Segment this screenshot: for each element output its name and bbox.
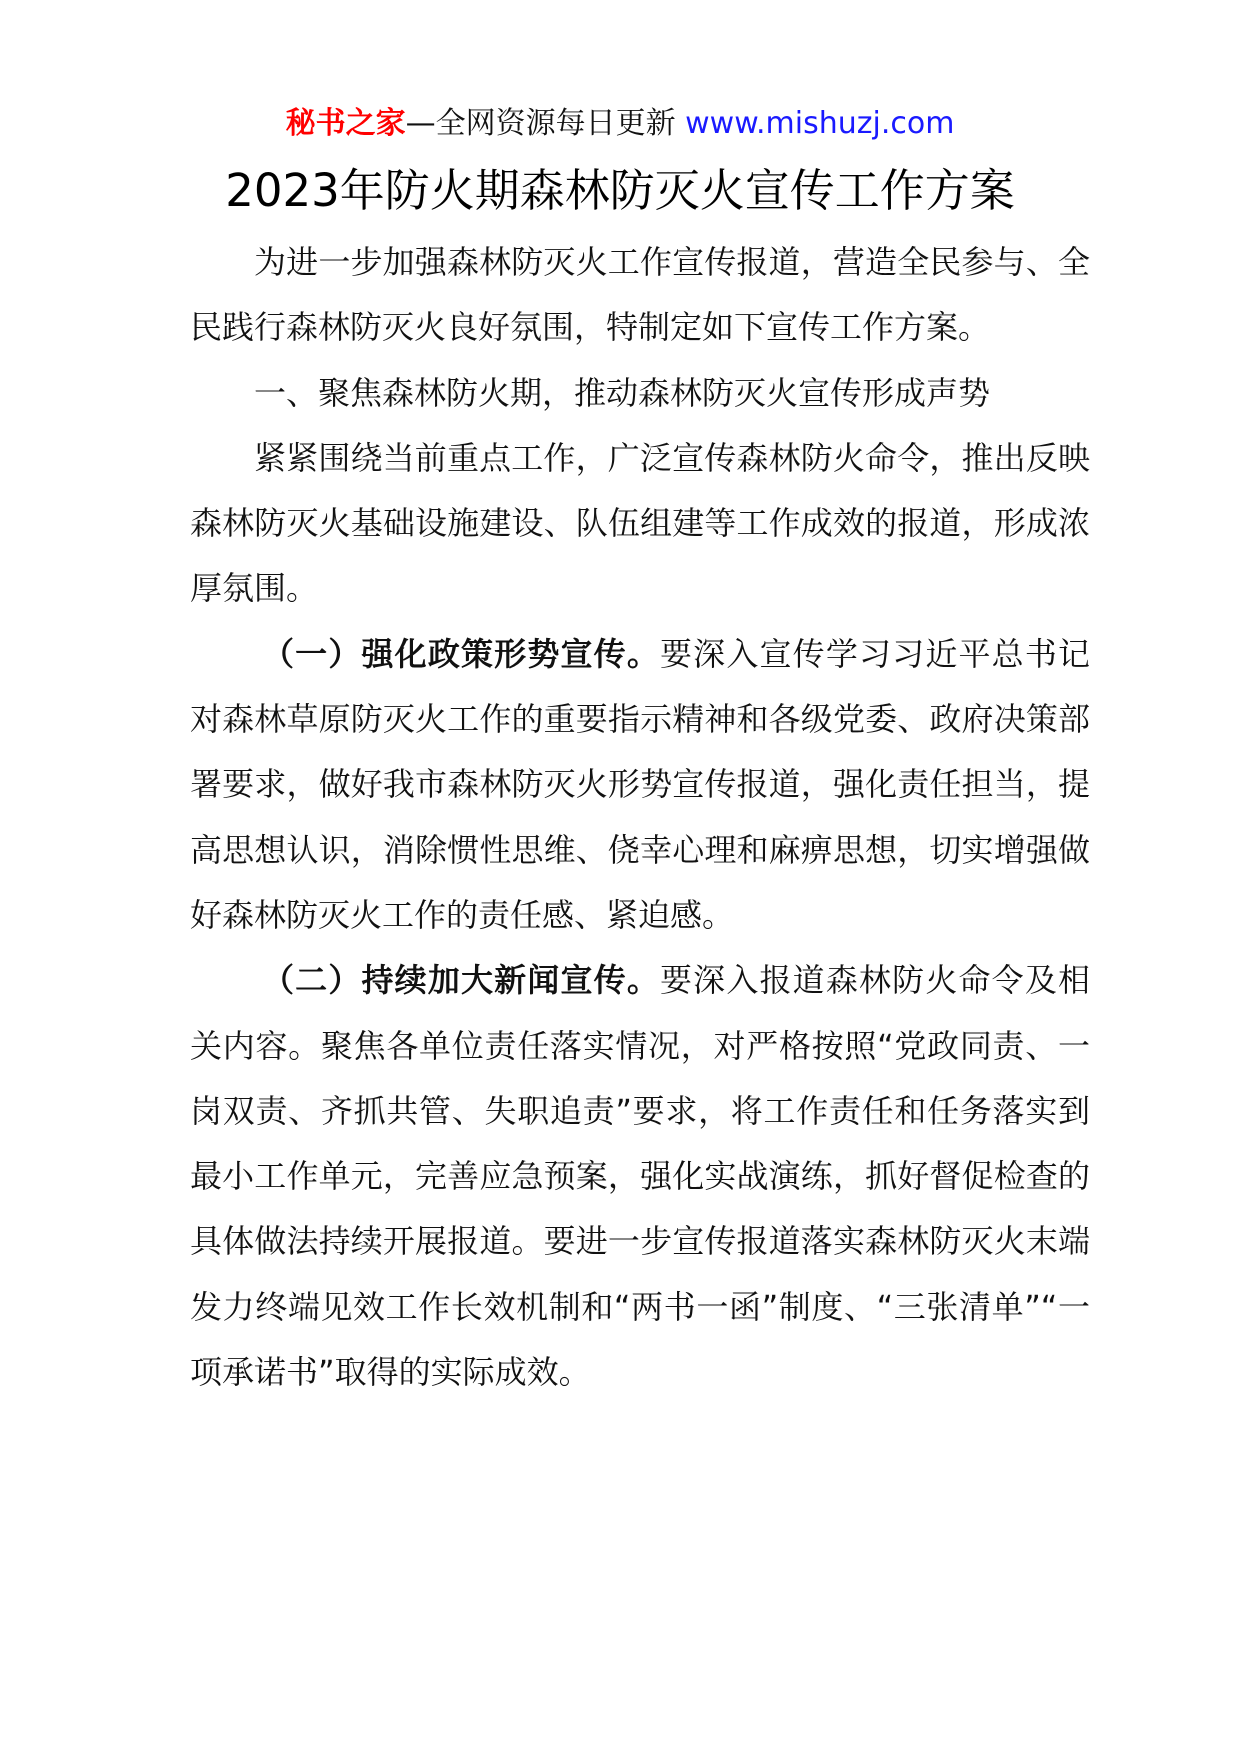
site-brand: 秘书之家: [285, 106, 406, 141]
document-title: 2023年防火期森林防灭火宣传工作方案: [225, 164, 1015, 217]
section-1-heading: 一、聚焦森林防火期，推动森林防灭火宣传形成声势: [254, 373, 991, 412]
document-body: [190, 230, 1090, 1405]
site-header: [0, 102, 1240, 146]
item-1-body: 要深入宣传学习习近平总书记对森林草原防灭火工作的重要指示精神和各级党委、政府决策部署要求，做好我市森林防灭火形势宣传报道，强化责任担当，提高思想认识，消除惯性思维、侥幸心理和麻痹思想，切实增强做好森林防灭火工作的责任感、紧迫感。: [190, 634, 1090, 934]
site-url-link[interactable]: www.mishuzj.com: [685, 106, 955, 141]
item-1-heading: （一）强化政策形势宣传。: [262, 634, 660, 673]
item-2-body: 要深入报道森林防火命令及相关内容。聚焦各单位责任落实情况，对严格按照“党政同责、一岗双责、齐抓共管、失职追责”要求，将工作责任和任务落实到最小工作单元，完善应急预案，强化实战演练，抓好督促检查的具体做法持续开展报道。要进一步宣传报道落实森林防灭火末端发力终端见效工作长效机制和“两书一函”制度、“三张清单”“一项承诺书”取得的实际成效。: [190, 961, 1090, 1392]
section-1-paragraph: 紧紧围绕当前重点工作，广泛宣传森林防火命令，推出反映森林防灭火基础设施建设、队伍组建等工作成效的报道，形成浓厚氛围。: [190, 438, 1090, 608]
site-tagline: —全网资源每日更新: [405, 106, 686, 141]
item-1-paragraph: [190, 622, 1090, 948]
intro-paragraph: 为进一步加强森林防灭火工作宣传报道，营造全民参与、全民践行森林防灭火良好氛围，特制定如下宣传工作方案。: [190, 243, 1090, 347]
item-2-heading: （二）持续加大新闻宣传。: [262, 961, 660, 1000]
item-2-paragraph: [190, 948, 1090, 1405]
